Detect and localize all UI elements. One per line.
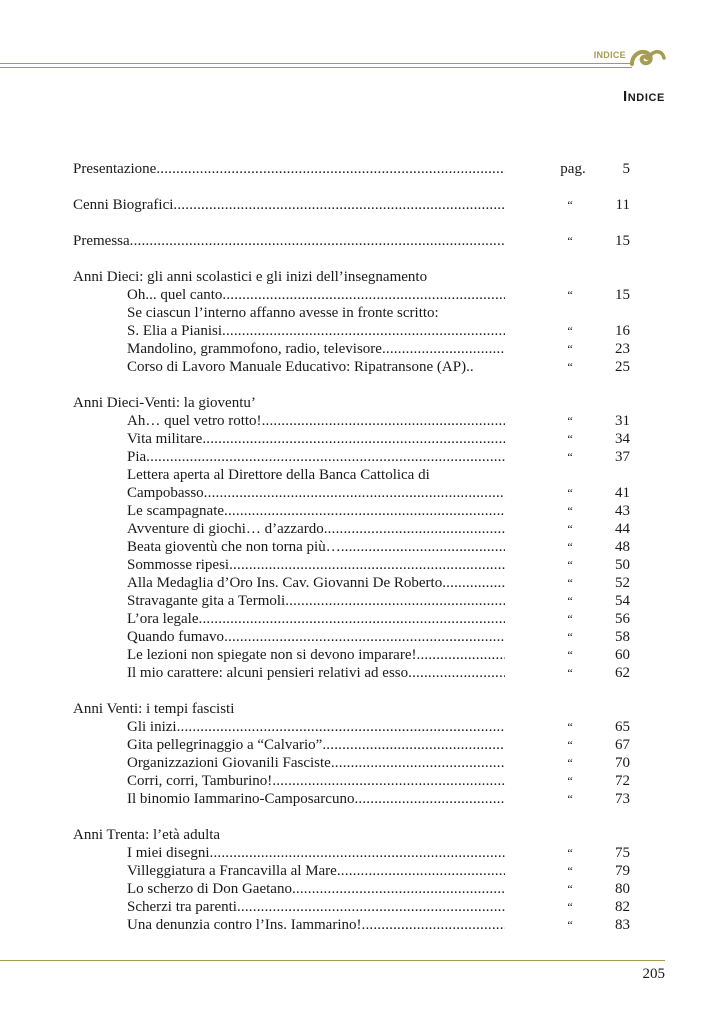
toc-row <box>0 520 717 538</box>
toc-entry-title: I miei disegni ..... <box>127 844 505 862</box>
toc-entry-page: 5 <box>622 161 630 177</box>
toc-row <box>0 322 717 340</box>
toc-row <box>0 160 717 178</box>
toc-row <box>0 340 717 358</box>
toc-entry-page: 82 <box>615 899 630 915</box>
toc-entry-title: Il binomio Iammarino-Camposarcuno ..... <box>127 790 505 808</box>
toc-entry-title: Lettera aperta al Direttore della Banca Cattolica di <box>127 467 430 483</box>
toc-entry-ditto: “ <box>567 522 573 536</box>
toc-entry-ditto: “ <box>567 720 573 734</box>
toc-entry-ditto: “ <box>567 846 573 860</box>
toc-entry-page: 58 <box>615 629 630 645</box>
toc-entry-title: Premessa ..... <box>73 232 505 250</box>
toc-entry-title: Ah… quel vetro rotto! ..... <box>127 412 505 430</box>
toc-entry-page: 44 <box>615 521 630 537</box>
toc-entry-title: Corso di Lavoro Manuale Educativo: Ripatransone (AP).. <box>127 359 474 375</box>
toc-entry-page: 37 <box>615 449 630 465</box>
toc-entry-page: 79 <box>615 863 630 879</box>
toc-entry-ditto: “ <box>567 234 573 248</box>
toc-entry-ditto: “ <box>567 558 573 572</box>
toc-entry-title: Il mio carattere: alcuni pensieri relativi ad esso ..... <box>127 664 505 682</box>
toc-row <box>0 304 717 322</box>
toc-entry-title: Quando fumavo ..... <box>127 628 505 646</box>
toc-entry-title: Campobasso ..... <box>127 484 505 502</box>
toc-entry-page: 72 <box>615 773 630 789</box>
toc-row <box>0 484 717 502</box>
toc-entry-ditto: “ <box>567 324 573 338</box>
toc-entry-ditto: “ <box>567 288 573 302</box>
toc-row <box>0 916 717 934</box>
toc-entry-page: 31 <box>615 413 630 429</box>
footer-rule <box>0 960 665 961</box>
toc-entry-title: Vita militare ..... <box>127 430 505 448</box>
toc-row <box>0 430 717 448</box>
toc-entry-title: Oh... quel canto ..... <box>127 286 505 304</box>
toc-row <box>0 448 717 466</box>
toc-entry-page: 56 <box>615 611 630 627</box>
toc-row <box>0 610 717 628</box>
toc-entry-page: 43 <box>615 503 630 519</box>
toc-entry-ditto: “ <box>567 918 573 932</box>
toc-entry-page: 25 <box>615 359 630 375</box>
swirl-logo-icon <box>628 44 668 72</box>
toc-row <box>0 196 717 214</box>
toc-entry-ditto: “ <box>567 774 573 788</box>
toc-entry-ditto: pag. <box>560 161 586 177</box>
toc-entry-ditto: “ <box>567 666 573 680</box>
toc-row <box>0 826 717 844</box>
toc-entry-title: Se ciascun l’interno affanno avesse in fronte scritto: <box>127 305 439 321</box>
toc-row <box>0 772 717 790</box>
toc-entry-page: 34 <box>615 431 630 447</box>
toc-row <box>0 592 717 610</box>
toc-entry-title: S. Elia a Pianisi ..... <box>127 322 505 340</box>
toc-entry-title: Anni Trenta: l’età adulta <box>73 827 221 843</box>
page-number: 205 <box>642 966 665 982</box>
toc-entry-title: Sommosse ripesi ..... <box>127 556 505 574</box>
toc-entry-ditto: “ <box>567 198 573 212</box>
toc-row <box>0 286 717 304</box>
toc-entry-title: Le scampagnate ..... <box>127 502 505 520</box>
toc-entry-title: Alla Medaglia d’Oro Ins. Cav. Giovanni De Roberto ..... <box>127 574 505 592</box>
toc-row <box>0 628 717 646</box>
toc-entry-ditto: “ <box>567 360 573 374</box>
toc-entry-title: Anni Dieci-Venti: la gioventu’ <box>73 395 256 411</box>
toc-entry-ditto: “ <box>567 594 573 608</box>
toc-entry-ditto: “ <box>567 450 573 464</box>
toc-row <box>0 898 717 916</box>
toc-entry-title: Stravagante gita a Termoli ..... <box>127 592 505 610</box>
toc-row <box>0 862 717 880</box>
toc-row <box>0 574 717 592</box>
toc-entry-ditto: “ <box>567 630 573 644</box>
toc-entry-ditto: “ <box>567 648 573 662</box>
toc-entry-page: 23 <box>615 341 630 357</box>
toc-entry-ditto: “ <box>567 576 573 590</box>
toc-entry-page: 52 <box>615 575 630 591</box>
toc-entry-page: 16 <box>615 323 630 339</box>
toc-entry-ditto: “ <box>567 414 573 428</box>
toc-entry-page: 62 <box>615 665 630 681</box>
toc-entry-ditto: “ <box>567 882 573 896</box>
toc-row <box>0 880 717 898</box>
toc-entry-ditto: “ <box>567 540 573 554</box>
toc-entry-page: 80 <box>615 881 630 897</box>
toc-row <box>0 556 717 574</box>
toc-entry-ditto: “ <box>567 864 573 878</box>
toc-entry-title: Scherzi tra parenti ..... <box>127 898 505 916</box>
toc-row <box>0 232 717 250</box>
toc-entry-title: Corri, corri, Tamburino! ..... <box>127 772 505 790</box>
header-rule-bottom <box>0 67 632 68</box>
toc-entry-ditto: “ <box>567 486 573 500</box>
toc-entry-ditto: “ <box>567 900 573 914</box>
toc-entry-ditto: “ <box>567 504 573 518</box>
toc-entry-title: Beata gioventù che non torna più… ..... <box>127 538 505 556</box>
toc-entry-ditto: “ <box>567 432 573 446</box>
toc-row <box>0 736 717 754</box>
toc-entry-page: 73 <box>615 791 630 807</box>
toc-entry-page: 15 <box>615 287 630 303</box>
toc-row <box>0 466 717 484</box>
toc-entry-title: Una denunzia contro l’Ins. Iammarino! ..... <box>127 916 505 934</box>
toc-entry-title: Presentazione ..... <box>73 160 505 178</box>
toc-entry-title: Anni Dieci: gli anni scolastici e gli inizi dell’insegnamento <box>73 269 428 285</box>
toc-row <box>0 844 717 862</box>
toc-entry-page: 11 <box>615 197 630 213</box>
toc-row <box>0 502 717 520</box>
toc-entry-title: Anni Venti: i tempi fascisti <box>73 701 235 717</box>
toc-entry-title: Organizzazioni Giovanili Fasciste ..... <box>127 754 505 772</box>
toc-row <box>0 358 717 376</box>
toc-entry-title: Gita pellegrinaggio a “Calvario” ..... <box>127 736 505 754</box>
header-rule-top <box>0 63 632 64</box>
toc-row <box>0 664 717 682</box>
toc-row <box>0 646 717 664</box>
toc-entry-page: 50 <box>615 557 630 573</box>
toc-entry-page: 75 <box>615 845 630 861</box>
toc-entry-title: Le lezioni non spiegate non si devono imparare! ..... <box>127 646 505 664</box>
toc-row <box>0 268 717 286</box>
toc-row <box>0 412 717 430</box>
toc-entry-title: L’ora legale ..... <box>127 610 505 628</box>
toc-row <box>0 394 717 412</box>
toc-entry-ditto: “ <box>567 342 573 356</box>
toc-row <box>0 700 717 718</box>
toc-entry-page: 15 <box>615 233 630 249</box>
toc-entry-page: 65 <box>615 719 630 735</box>
toc-entry-title: Cenni Biografici ..... <box>73 196 505 214</box>
toc-entry-page: 83 <box>615 917 630 933</box>
toc-entry-title: Gli inizi ..... <box>127 718 505 736</box>
running-head: INDICE <box>593 50 626 60</box>
toc-entry-page: 48 <box>615 539 630 555</box>
toc-entry-page: 70 <box>615 755 630 771</box>
toc-entry-ditto: “ <box>567 738 573 752</box>
toc-entry-title: Pia ..... <box>127 448 505 466</box>
toc-entry-ditto: “ <box>567 756 573 770</box>
toc-entry-ditto: “ <box>567 612 573 626</box>
toc-entry-page: 54 <box>615 593 630 609</box>
toc-row <box>0 754 717 772</box>
toc-entry-title: Mandolino, grammofono, radio, televisore ..... <box>127 340 505 358</box>
toc-entry-page: 41 <box>615 485 630 501</box>
toc-row <box>0 790 717 808</box>
toc-entry-title: Villeggiatura a Francavilla al Mare ..... <box>127 862 505 880</box>
toc-entry-page: 67 <box>615 737 630 753</box>
toc-row <box>0 718 717 736</box>
toc-entry-ditto: “ <box>567 792 573 806</box>
toc-entry-page: 60 <box>615 647 630 663</box>
page-title: Indice <box>623 88 665 105</box>
toc-entry-title: Avventure di giochi… d’azzardo ..... <box>127 520 505 538</box>
toc-row <box>0 538 717 556</box>
toc-entry-title: Lo scherzo di Don Gaetano ..... <box>127 880 505 898</box>
